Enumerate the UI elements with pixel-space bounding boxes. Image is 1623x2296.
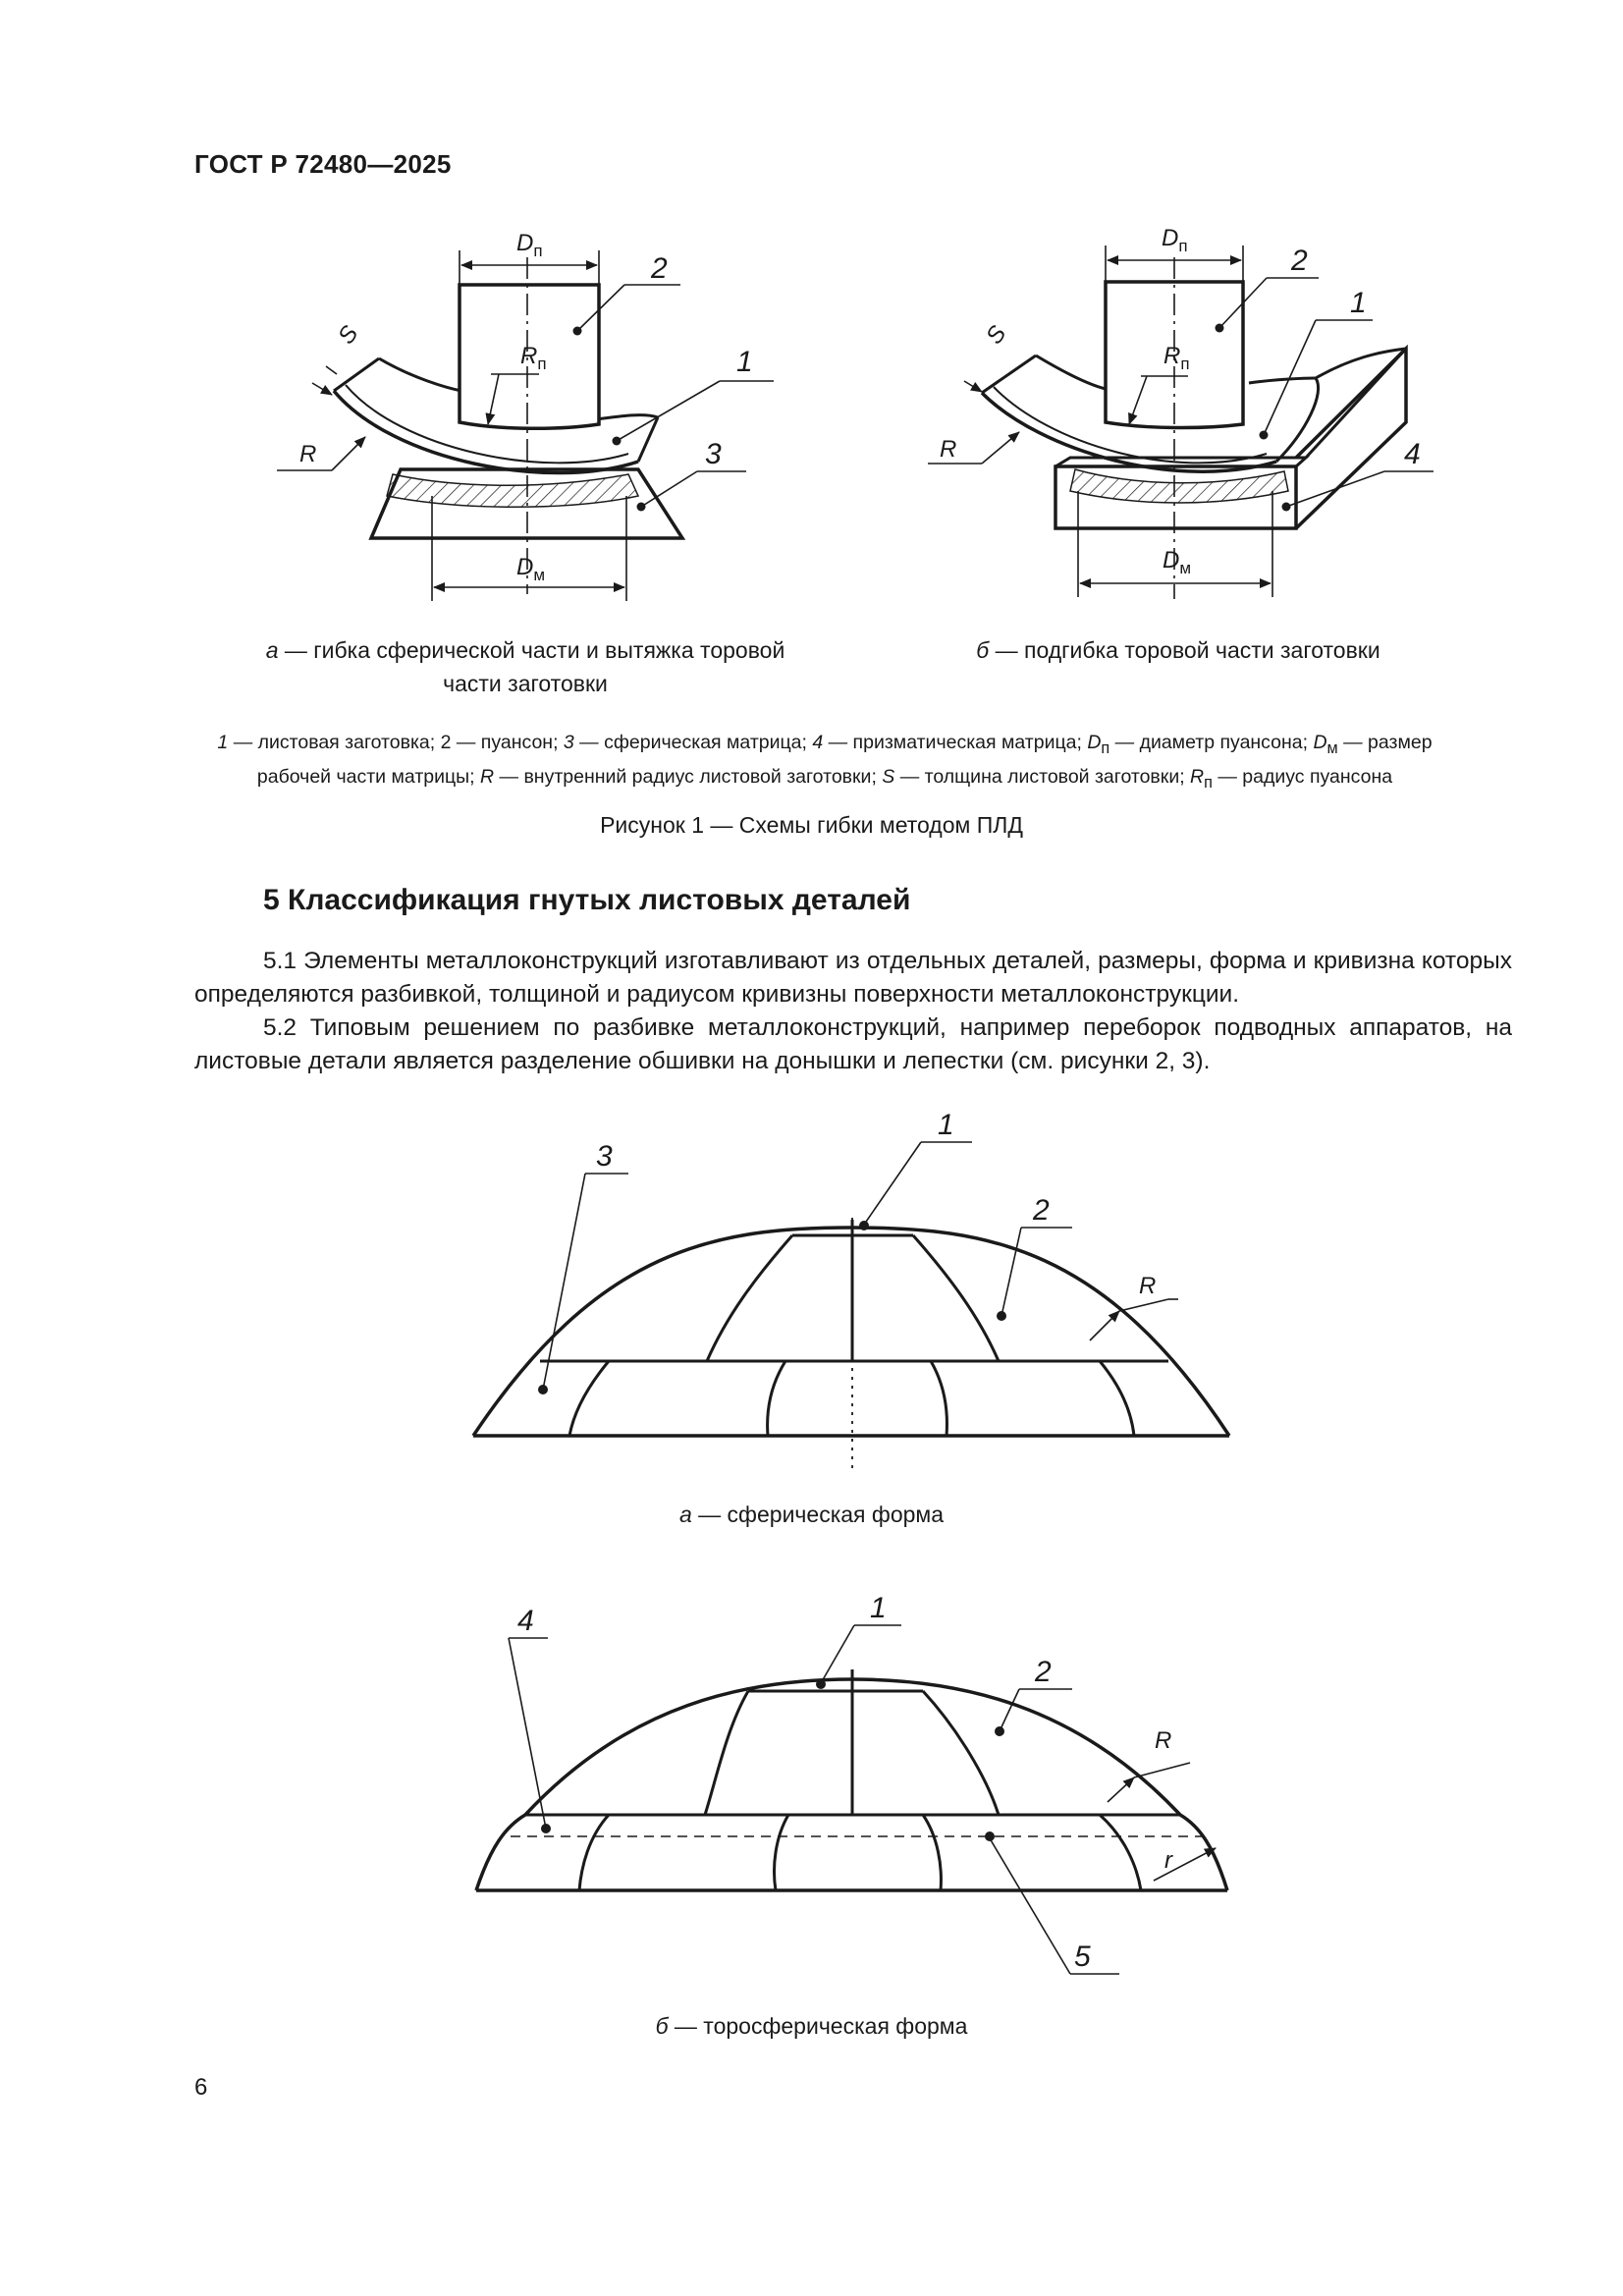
paragraph-5-1: 5.1 Элементы металлоконструкций изготавливают из отдельных деталей, размеры, форма и кривизна которых определяются разбивкой, толщиной и радиусом кривизны поверхности металлоконструкции. xyxy=(194,948,1512,1008)
fig1a-label-Dm: $D_м$ xyxy=(516,554,546,584)
figure-1b-caption: б — подгибка торовой части заготовки xyxy=(976,637,1380,663)
fig2b-label-4: 4 xyxy=(517,1605,534,1637)
fig2b-label-1: 1 xyxy=(870,1592,887,1624)
fig1b-label-1: 1 xyxy=(1350,287,1367,319)
caption-letter: б xyxy=(976,637,990,663)
figure-2a-drawing xyxy=(0,1090,1623,1483)
fig1b-label-Dp: $D_п$ xyxy=(1162,225,1188,255)
fig1b-label-Dm: $D_м$ xyxy=(1163,547,1192,577)
figure-2b-caption: б — торосферическая форма xyxy=(655,2013,968,2039)
figure-1a-caption: а — гибка сферической части и вытяжка торовой части заготовки xyxy=(265,637,785,696)
fig2a-label-2: 2 xyxy=(1033,1194,1050,1227)
fig1a-label-3: 3 xyxy=(705,438,722,470)
fig1a-label-S: S xyxy=(333,320,364,350)
fig2a-label-1: 1 xyxy=(938,1109,954,1141)
fig1b-label-S: S xyxy=(981,320,1012,350)
figure-2b-drawing xyxy=(0,1581,1623,1994)
fig1a-label-R: R xyxy=(299,441,317,467)
fig1a-label-Rp: $R_п$ xyxy=(520,343,547,373)
fig2b-label-r: r xyxy=(1164,1847,1172,1874)
fig1b-label-2: 2 xyxy=(1291,245,1308,277)
fig2b-label-2: 2 xyxy=(1035,1656,1052,1688)
figure-1-title: Рисунок 1 — Схемы гибки методом ПЛД xyxy=(600,812,1023,838)
figure-1-drawings xyxy=(0,0,1623,629)
figure-2a-caption: а — сферическая форма xyxy=(678,1502,945,1527)
fig1a-label-1: 1 xyxy=(736,346,753,378)
fig1b-label-R: R xyxy=(940,436,957,463)
figure-1-legend: 1 — листовая заготовка; 2 — пуансон; 3 — сферическая матрица; 4 — призматическая матрица; $D_п$ — диаметр пуансона; $D_м$ — размер рабочей части матрицы; R — внутренний радиус листовой заготовки; S — толщина листовой заготовки; $R_п$ — радиус пуансона xyxy=(217,732,1433,792)
caption-letter: б xyxy=(655,2013,669,2039)
fig2b-label-R: R xyxy=(1155,1727,1172,1754)
document-header: ГОСТ Р 72480—2025 xyxy=(194,149,452,179)
figure-1a-drawing xyxy=(277,250,774,601)
section-heading: 5 Классификация гнутых листовых деталей xyxy=(263,884,911,916)
fig1b-label-4: 4 xyxy=(1404,438,1421,470)
fig1b-label-Rp: $R_п$ xyxy=(1163,343,1190,373)
fig1a-label-2: 2 xyxy=(651,252,668,285)
paragraph-5-2: 5.2 Типовым решением по разбивке металлоконструкций, например переборок подводных аппаратов, на листовые детали является разделение обшивки на донышки и лепестки (см. рисунки 2, 3). xyxy=(194,1014,1512,1074)
caption-letter: а xyxy=(678,1502,692,1527)
caption-letter: а xyxy=(265,637,279,663)
fig2b-label-5: 5 xyxy=(1074,1941,1091,1973)
fig2a-label-3: 3 xyxy=(596,1140,613,1173)
fig1a-label-Dp: $D_п$ xyxy=(516,230,543,260)
fig2a-label-R: R xyxy=(1139,1273,1157,1299)
page-number: 6 xyxy=(194,2074,208,2101)
